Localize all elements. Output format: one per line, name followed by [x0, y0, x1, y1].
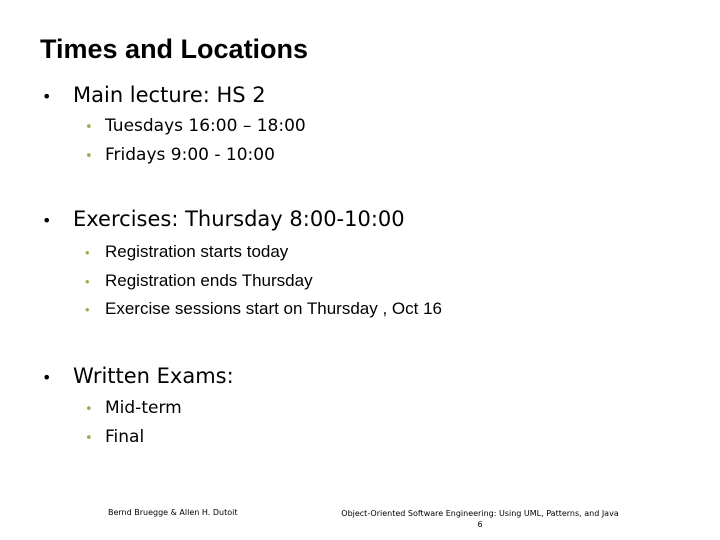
- footer-book-title: Object-Oriented Software Engineering: Using UML, Patterns, and Java: [341, 509, 619, 518]
- sub-bullet-dot-icon: •: [85, 402, 93, 417]
- bullet-main-lecture: [42, 83, 266, 107]
- sub-bullet-dot-icon: •: [85, 431, 93, 446]
- sub-bullet-fridays: [85, 145, 275, 165]
- sub-bullet-mid-term: [85, 398, 182, 418]
- sub-bullet-text: Exercise sessions start on Thursday , Oct 16: [105, 299, 442, 318]
- sub-bullet-text: Fridays 9:00 - 10:00: [105, 145, 275, 165]
- sub-bullet-text: Mid-term: [105, 398, 182, 418]
- sub-bullet-dot-icon: •: [85, 120, 93, 135]
- bullet-written-exams: [42, 364, 234, 388]
- footer-book-info: [300, 508, 660, 530]
- bullet-dot-icon: •: [42, 368, 52, 387]
- bullet-exercises-text: Exercises: Thursday 8:00-10:00: [73, 207, 405, 231]
- bullet-exercises: [42, 207, 405, 231]
- sub-bullet-dot-icon: •: [85, 245, 90, 260]
- sub-bullet-dot-icon: •: [85, 149, 93, 164]
- sub-bullet-text: Final: [105, 427, 145, 447]
- bullet-dot-icon: •: [42, 211, 52, 230]
- bullet-dot-icon: •: [42, 87, 52, 106]
- slide-title: Times and Locations: [40, 34, 309, 64]
- sub-bullet-dot-icon: •: [85, 302, 90, 317]
- bullet-written-exams-text: Written Exams:: [73, 364, 234, 388]
- sub-bullet-text: Registration starts today: [105, 242, 289, 261]
- sub-bullet-final: [85, 427, 144, 447]
- sub-bullet-registration-start: [85, 242, 288, 262]
- sub-bullet-exercise-sessions: [85, 299, 442, 319]
- footer-authors: Bernd Bruegge & Allen H. Dutoit: [108, 508, 238, 517]
- sub-bullet-text: Registration ends Thursday: [105, 271, 313, 290]
- sub-bullet-tuesdays: [85, 116, 306, 136]
- sub-bullet-dot-icon: •: [85, 274, 90, 289]
- bullet-main-lecture-text: Main lecture: HS 2: [73, 83, 266, 107]
- sub-bullet-registration-end: [85, 271, 313, 291]
- sub-bullet-text: Tuesdays 16:00 – 18:00: [105, 116, 306, 136]
- footer-page-number: 6: [477, 520, 483, 529]
